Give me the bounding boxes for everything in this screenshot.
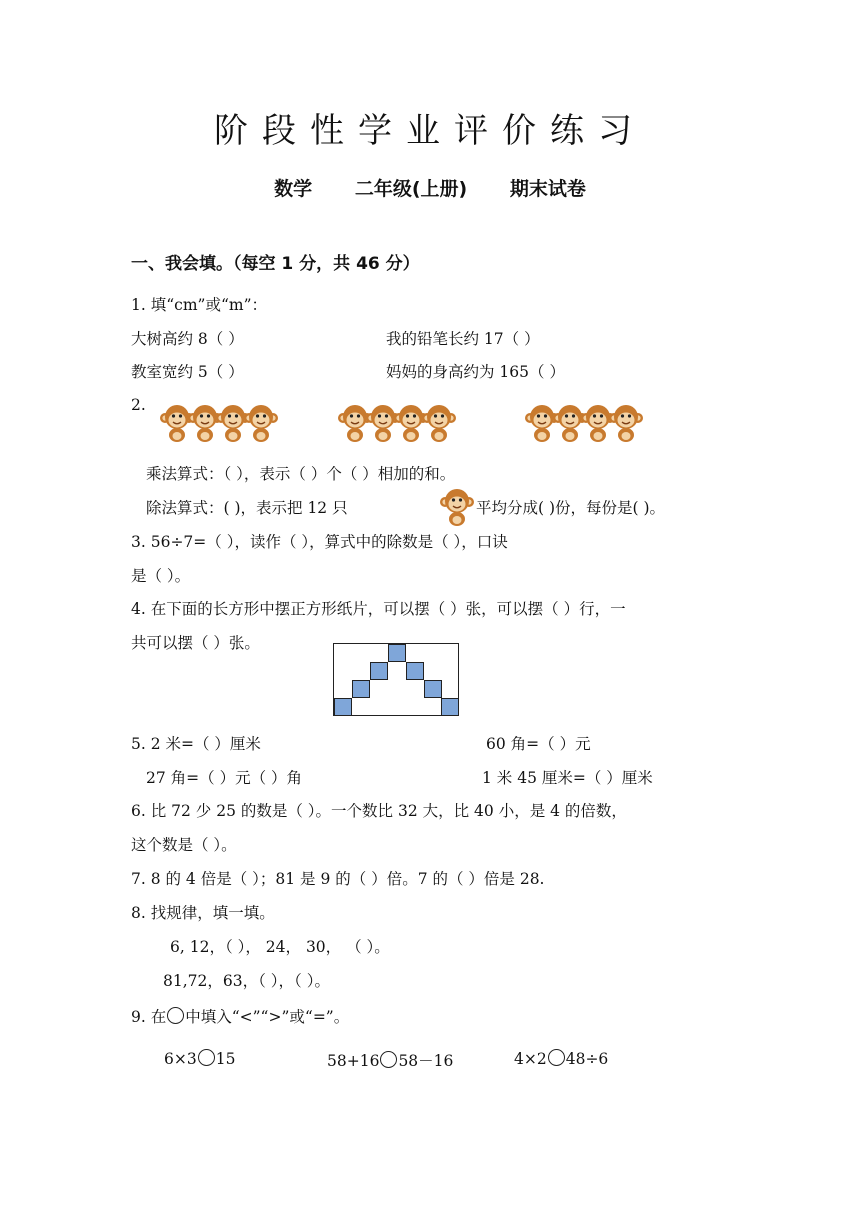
q5-item: 1 米 45 厘米=（ ）厘米 [482,769,653,787]
monkey-icon [440,486,474,526]
q1-item: 大树高约 8（ ） [131,330,244,348]
circle-icon [167,1007,184,1024]
monkey-icon [609,402,643,444]
square-tile [406,662,424,680]
monkey-icon [244,402,278,444]
exam-label: 期末试卷 [509,178,586,200]
square-tile [334,698,352,716]
q2-division-line-b: 平均分成( )份，每份是( )。 [476,499,666,517]
q3-line-1: 3. 56÷7=（ ），读作（ ），算式中的除数是（ ），口诀 [131,533,508,551]
q5-item: 27 角=（ ）元（ ）角 [146,769,302,787]
square-tile [388,644,406,662]
q8-sequence-2: 81,72，63，（ ），（ ）。 [163,972,330,990]
circle-icon[interactable] [548,1049,565,1066]
q2-multiplication-line: 乘法算式：（ ），表示（ ）个（ ）相加的和。 [146,465,456,483]
section-heading: 一、我会填。（每空 1 分，共 46 分） [131,254,420,274]
q9-prompt [131,1005,349,1027]
q4-line-1: 4. 在下面的长方形中摆正方形纸片，可以摆（ ）张，可以摆（ ）行，一 [131,600,626,618]
monkey-group-2 [338,402,450,446]
monkey-group-3 [525,402,637,446]
comparison-item [164,1049,235,1068]
comparison-item [514,1049,608,1068]
q1-item: 妈妈的身高约为 165（ ） [386,363,565,381]
q8-prompt: 8. 找规律，填一填。 [131,904,275,922]
square-tile [424,680,442,698]
q1-item: 教室宽约 5（ ） [131,363,244,381]
q2-number: 2. [131,396,146,414]
q5-item: 5. 2 米=（ ）厘米 [131,735,261,753]
square-tile [370,662,388,680]
q1-item: 我的铅笔长约 17（ ） [386,330,540,348]
circle-icon[interactable] [198,1049,215,1066]
page-subtitle [0,174,860,201]
comparison-left: 4×2 [514,1050,547,1068]
q1-prompt: 1. 填“cm”或“m”： [131,296,267,314]
q7-line: 7. 8 的 4 倍是（ ）；81 是 9 的（ ）倍。7 的（ ）倍是 28. [131,870,545,888]
comparison-left: 6×3 [164,1050,197,1068]
q6-line-1: 6. 比 72 少 25 的数是（ ）。一个数比 32 大，比 40 小，是 4 的倍数， [131,802,627,820]
circle-icon[interactable] [380,1051,397,1068]
grade-label: 二年级(上册) [354,178,468,200]
comparison-right: 48÷6 [565,1050,609,1068]
monkey-icon [422,402,456,444]
square-tile [441,698,459,716]
q2-division-line-a: 除法算式：( )，表示把 12 只 [146,499,348,517]
comparison-right: 58－16 [398,1052,454,1070]
q5-item: 60 角=（ ）元 [486,735,591,753]
q6-line-2: 这个数是（ ）。 [131,836,237,854]
q3-line-2: 是（ ）。 [131,567,191,585]
q9-prompt-a: 9. 在 [131,1008,167,1026]
subject-label: 数学 [274,178,313,200]
comparison-left: 58+16 [327,1052,380,1070]
q8-sequence-1: 6, 12，（ ）， 24， 30， （ ）。 [170,938,390,956]
comparison-right: 15 [215,1050,236,1068]
q4-line-2: 共可以摆（ ）张。 [131,634,260,652]
page-title: 阶段性学业评价练习 [214,111,646,151]
monkey-icon [440,486,474,528]
square-tile [352,680,370,698]
monkey-group-1 [160,402,272,446]
comparison-item [327,1049,453,1071]
q9-prompt-b: 中填入“<”“>”或“=”。 [185,1008,350,1026]
